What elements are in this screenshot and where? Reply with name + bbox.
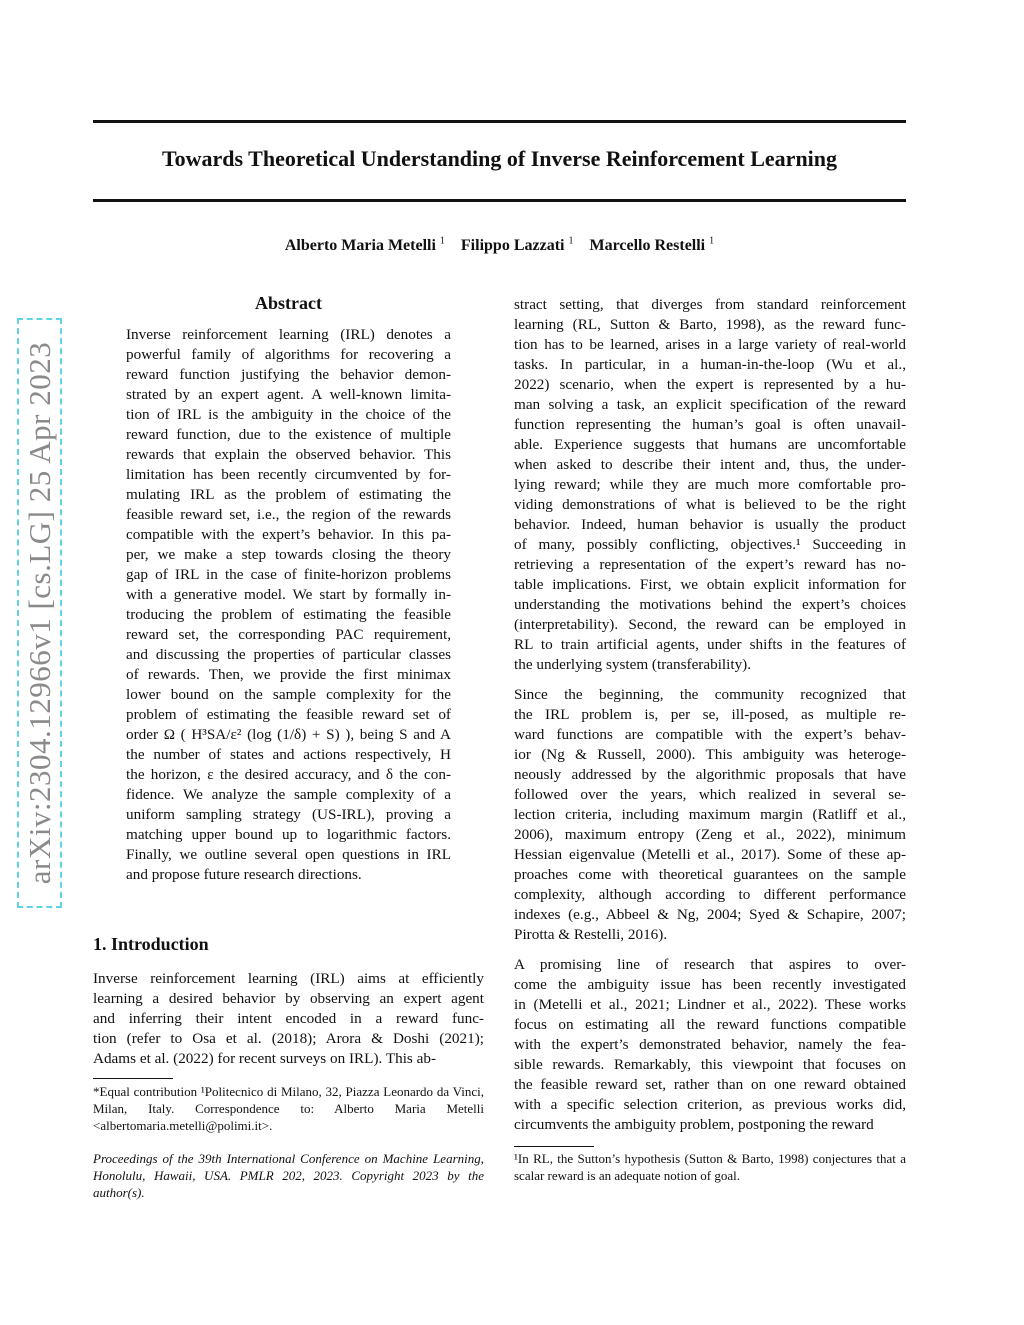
- text-line: per, we make a step towards closing the theory: [126, 546, 451, 563]
- intro-paragraph: [514, 685, 906, 945]
- text-line: Inverse reinforcement learning (IRL) aims at efficiently: [93, 970, 484, 987]
- text-line: viding demonstrations of what is believed to be the right: [514, 496, 906, 513]
- text-line: gap of IRL in the case of finite-horizon problems: [126, 566, 451, 583]
- abstract-body: [126, 325, 451, 885]
- affiliation-footnote: *Equal contribution ¹Politecnico di Milano, 32, Piazza Leonardo da Vinci, Milan, Italy. Correspondence to: Alberto Maria Metelli <albertomaria.metelli@polimi.it>.: [93, 1084, 484, 1133]
- text-line: behavior. Indeed, human behavior is usually the product: [514, 516, 906, 533]
- text-line: Pirotta & Restelli, 2016).: [514, 926, 668, 943]
- arxiv-id: arXiv:2304.12966v1 [cs.LG] 25 Apr 2023: [21, 341, 57, 885]
- text-line: and discussing the properties of particular classes: [126, 646, 451, 663]
- arxiv-stamp: [17, 318, 62, 908]
- footnote-rule: [93, 1078, 173, 1079]
- text-line: RL to train artificial agents, under shifts in the features of: [514, 636, 906, 653]
- text-line: strated by an expert agent. A well-known limita-: [126, 386, 451, 403]
- text-line: Finally, we outline several open questions in IRL: [126, 846, 451, 863]
- text-line: troducing the problem of estimating the feasible: [126, 606, 451, 623]
- text-line: powerful family of algorithms for recovering a: [126, 346, 451, 363]
- text-line: tasks. In particular, in a human-in-the-loop (Wu et al.,: [514, 356, 906, 373]
- text-line: rewards that explain the observed behavior. This: [126, 446, 451, 463]
- text-line: 2022) scenario, when the expert is represented by a hu-: [514, 376, 906, 393]
- text-line: Hessian eigenvalue (Metelli et al., 2017). Some of these ap-: [514, 846, 906, 863]
- text-line: learning (RL, Sutton & Barto, 1998), as the reward func-: [514, 316, 906, 333]
- text-line: followed over the years, which realized in several se-: [514, 786, 906, 803]
- text-line: understanding the motivations behind the expert’s choices: [514, 596, 906, 613]
- text-line: lying reward; while they are much more comfortable pro-: [514, 476, 906, 493]
- text-line: complexity, although according to different performance: [514, 886, 906, 903]
- text-line: indexes (e.g., Abbeel & Ng, 2004; Syed & Schapire, 2007;: [514, 906, 906, 923]
- text-line: circumvents the ambiguity problem, postponing the reward: [514, 1116, 874, 1133]
- text-line: of rewards. Then, we provide the first minimax: [126, 666, 451, 683]
- text-line: the IRL problem is, per se, ill-posed, as multiple re-: [514, 706, 906, 723]
- text-line: matching upper bound up to logarithmic factors.: [126, 826, 451, 843]
- footnote: ¹In RL, the Sutton’s hypothesis (Sutton & Barto, 1998) conjectures that a scalar reward is an adequate notion of goal.: [514, 1151, 906, 1183]
- text-line: Since the beginning, the community recognized that: [514, 686, 906, 703]
- text-line: table implications. First, we obtain explicit information for: [514, 576, 906, 593]
- text-line: reward set, the corresponding PAC requirement,: [126, 626, 451, 643]
- text-line: mulating IRL as the problem of estimating the: [126, 486, 451, 503]
- text-line: the underlying system (transferability).: [514, 656, 752, 673]
- text-line: (interpretability). Second, the reward can be employed in: [514, 616, 906, 633]
- text-line: reward function justifying the behavior demon-: [126, 366, 451, 383]
- text-line: ward functions are compatible with the expert’s behav-: [514, 726, 906, 743]
- text-line: able. Experience suggests that humans are uncomfortable: [514, 436, 906, 453]
- text-line: neously addressed by the algorithmic proposals that have: [514, 766, 906, 783]
- text-line: Adams et al. (2022) for recent surveys on IRL). This ab-: [93, 1050, 437, 1067]
- top-rule: [93, 120, 906, 123]
- text-line: with the expert’s demonstrated behavior, namely the fea-: [514, 1036, 906, 1053]
- author: Alberto Maria Metelli $^1$: [284, 236, 445, 255]
- text-line: fidence. We analyze the sample complexity of a: [126, 786, 451, 803]
- text-line: of many, possibly conflicting, objectives.¹ Succeeding in: [514, 536, 906, 553]
- text-line: tion has to be learned, arises in a large variety of real-world: [514, 336, 906, 353]
- text-line: tion of IRL is the ambiguity in the choice of the: [126, 406, 451, 423]
- text-line: focus on estimating all the reward functions compatible: [514, 1016, 906, 1033]
- author: Marcello Restelli $^1$: [589, 236, 715, 255]
- text-line: reward function, due to the existence of multiple: [126, 426, 451, 443]
- proceedings-note: Proceedings of the 39th International Conference on Machine Learning, Honolulu, Hawaii, USA. PMLR 202, 2023. Copyright 2023 by the author(s).: [93, 1151, 484, 1200]
- author: Filippo Lazzati $^1$: [460, 236, 574, 255]
- footnote-rule: [514, 1146, 594, 1147]
- text-line: limitation has been recently circumvented by for-: [126, 466, 451, 483]
- text-line: the horizon, ε the desired accuracy, and δ the con-: [126, 766, 451, 783]
- text-line: the number of states and actions respectively, H: [126, 746, 451, 763]
- text-line: compatible with the expert’s behavior. In this pa-: [126, 526, 451, 543]
- text-line: proaches come with theoretical guarantees on the sample: [514, 866, 906, 883]
- text-line: tion (refer to Osa et al. (2018); Arora & Doshi (2021);: [93, 1030, 484, 1047]
- text-line: in (Metelli et al., 2021; Lindner et al., 2022). These works: [514, 996, 906, 1013]
- text-line: learning a desired behavior by observing an expert agent: [93, 990, 484, 1007]
- text-line: feasible reward set, i.e., the region of the rewards: [126, 506, 451, 523]
- text-line: with a generative model. We start by formally in-: [126, 586, 451, 603]
- text-line: function representing the human’s goal is often unavail-: [514, 416, 906, 433]
- intro-body: [93, 969, 484, 1069]
- title-rule: [93, 199, 906, 202]
- author-list: [93, 236, 906, 255]
- paper-title: Towards Theoretical Understanding of Inverse Reinforcement Learning: [161, 146, 838, 171]
- text-line: lection criteria, including maximum margin (Ratliff et al.,: [514, 806, 906, 823]
- text-line: come the ambiguity issue has been recently investigated: [514, 976, 906, 993]
- text-line: lower bound on the sample complexity for the: [126, 686, 451, 703]
- text-line: with a specific selection criterion, as previous works did,: [514, 1096, 906, 1113]
- intro-body-cont: [514, 295, 906, 675]
- text-line: and propose future research directions.: [126, 866, 362, 883]
- text-line: ior (Ng & Russell, 2000). This ambiguity was heteroge-: [514, 746, 906, 763]
- intro-paragraph: [514, 955, 906, 1135]
- text-line: when asked to describe their intent and, thus, the under-: [514, 456, 906, 473]
- text-line: 2006), maximum entropy (Zeng et al., 2022), minimum: [514, 826, 906, 843]
- text-line: stract setting, that diverges from standard reinforcement: [514, 296, 906, 313]
- text-line: man solving a task, an explicit specification of the reward: [514, 396, 906, 413]
- text-line: the feasible reward set, rather than on one reward obtained: [514, 1076, 906, 1093]
- text-line: problem of estimating the feasible reward set of: [126, 706, 451, 723]
- text-line: order Ω ( H³SA/ε² (log (1/δ) + S) ), being S and A: [126, 726, 451, 743]
- text-line: uniform sampling strategy (US-IRL), proving a: [126, 806, 451, 823]
- text-line: retrieving a representation of the expert’s reward has no-: [514, 556, 906, 573]
- text-line: sible rewards. Remarkably, this viewpoint that focuses on: [514, 1056, 906, 1073]
- section-heading: 1. Introduction: [93, 934, 209, 954]
- text-line: A promising line of research that aspires to over-: [514, 956, 906, 973]
- text-line: and inferring their intent encoded in a reward func-: [93, 1010, 484, 1027]
- abstract-heading: Abstract: [255, 293, 322, 313]
- text-line: Inverse reinforcement learning (IRL) denotes a: [126, 326, 451, 343]
